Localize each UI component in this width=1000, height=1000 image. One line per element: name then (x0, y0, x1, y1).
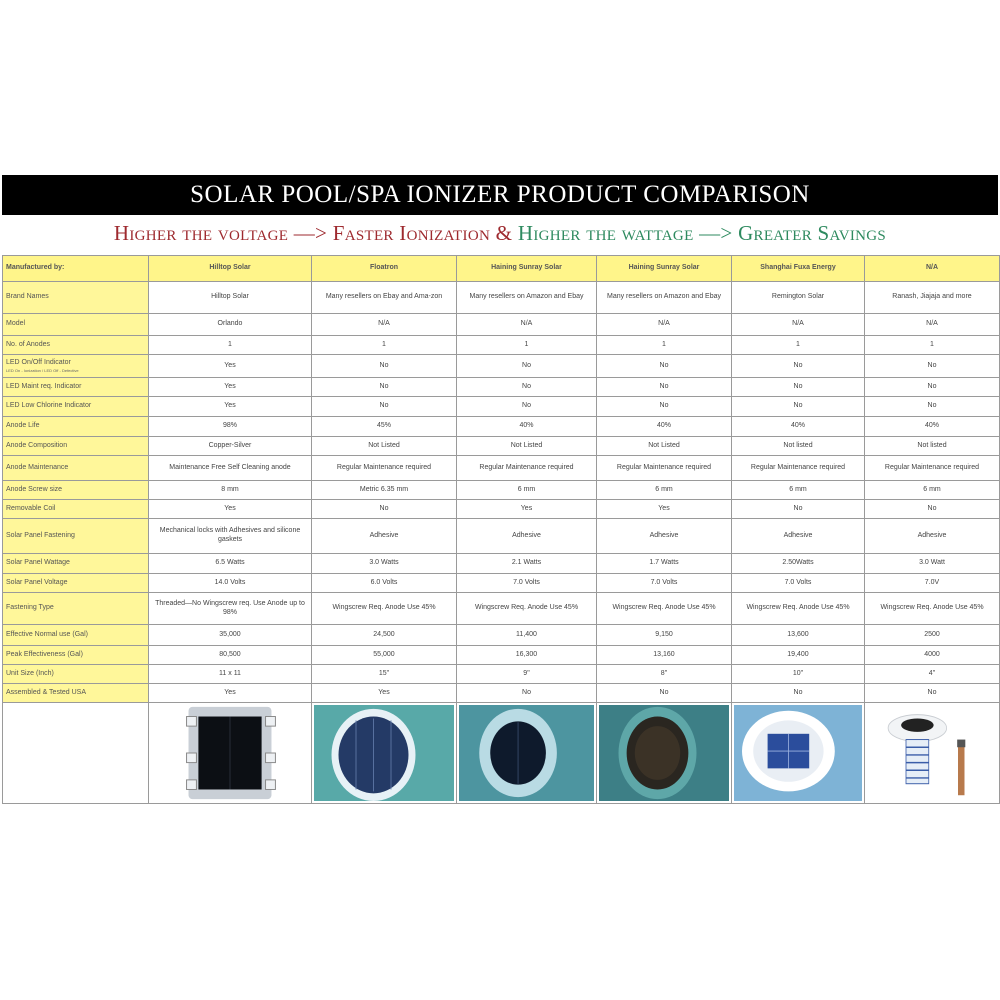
photo-cell (149, 703, 312, 804)
table-cell: 1 (149, 336, 312, 355)
table-cell: No (732, 500, 865, 519)
table-cell: No (312, 355, 457, 378)
manufacturer-cell: Hilltop Solar (149, 256, 312, 282)
row-label-text: Anode Composition (6, 441, 68, 449)
table-cell: Wingscrew Req. Anode Use 45% (312, 593, 457, 625)
table-cell: 1 (865, 336, 1000, 355)
table-cell: Adhesive (597, 519, 732, 554)
row-label-text: LED On/Off Indicator (6, 358, 71, 366)
table-row (3, 282, 1000, 314)
table-cell: 98% (149, 417, 312, 437)
table-cell: No (865, 500, 1000, 519)
table-cell: Many resellers on Amazon and Ebay (457, 282, 597, 314)
table-cell: 8 mm (149, 481, 312, 500)
row-label (3, 314, 149, 336)
table-cell: 4" (865, 665, 1000, 684)
table-cell: No (865, 355, 1000, 378)
photo-cell (865, 703, 1000, 804)
row-label-text: Brand Names (6, 293, 49, 301)
table-cell: 40% (597, 417, 732, 437)
table-cell: Regular Maintenance required (312, 456, 457, 481)
row-label-text: Peak Effectiveness (Gal) (6, 650, 83, 658)
table-cell: 13,600 (732, 625, 865, 646)
table-row (3, 554, 1000, 574)
row-label (3, 684, 149, 703)
sunray-ionizer-photo-2 (599, 705, 729, 801)
header-label: Manufactured by: (3, 256, 149, 282)
photo-cell (312, 703, 457, 804)
table-cell: 7.0 Volts (732, 574, 865, 593)
row-label-text: LED Maint req. Indicator (6, 382, 82, 390)
row-label-text: Effective Normal use (Gal) (6, 630, 88, 638)
table-cell: Wingscrew Req. Anode Use 45% (865, 593, 1000, 625)
table-cell: 40% (865, 417, 1000, 437)
table-cell: 24,500 (312, 625, 457, 646)
table-row (3, 314, 1000, 336)
table-cell: Yes (149, 684, 312, 703)
table-cell: No (732, 684, 865, 703)
table-cell: 55,000 (312, 646, 457, 665)
row-label-text: Anode Maintenance (6, 463, 69, 471)
table-cell: 3.0 Watts (312, 554, 457, 574)
table-cell: 6.0 Volts (312, 574, 457, 593)
row-label (3, 500, 149, 519)
table-cell: No (457, 684, 597, 703)
table-cell: Not listed (865, 437, 1000, 456)
table-cell: No (865, 378, 1000, 397)
table-cell: 1 (312, 336, 457, 355)
row-label (3, 397, 149, 417)
table-cell: 7.0 Volts (457, 574, 597, 593)
table-row (3, 593, 1000, 625)
table-cell: 11,400 (457, 625, 597, 646)
row-label-text: No. of Anodes (6, 340, 50, 348)
table-cell: 40% (732, 417, 865, 437)
row-label (3, 625, 149, 646)
table-cell: Copper-Silver (149, 437, 312, 456)
table-cell: Yes (597, 500, 732, 519)
table-cell: Yes (312, 684, 457, 703)
table-cell: N/A (457, 314, 597, 336)
table-row (3, 456, 1000, 481)
row-label-text: Fastening Type (6, 604, 54, 612)
table-cell: Metric 6.35 mm (312, 481, 457, 500)
fuxa-ionizer-photo (734, 705, 862, 801)
table-row (3, 500, 1000, 519)
table-row (3, 355, 1000, 378)
table-cell: No (312, 378, 457, 397)
table-cell: 45% (312, 417, 457, 437)
table-cell: No (732, 378, 865, 397)
table-row (3, 336, 1000, 355)
subtitle (0, 221, 1000, 246)
table-cell: Yes (149, 355, 312, 378)
table-cell: N/A (865, 314, 1000, 336)
row-label-text: Assembled & Tested USA (6, 688, 87, 696)
table-cell: 1.7 Watts (597, 554, 732, 574)
table-cell: No (597, 397, 732, 417)
table-cell: N/A (597, 314, 732, 336)
manufacturer-cell: Haining Sunray Solar (457, 256, 597, 282)
row-label (3, 554, 149, 574)
photo-row (3, 703, 1000, 804)
manufacturer-cell: N/A (865, 256, 1000, 282)
table-row (3, 684, 1000, 703)
table-cell: No (312, 500, 457, 519)
table-cell: 80,500 (149, 646, 312, 665)
table-cell: Many resellers on Ebay and Ama-zon (312, 282, 457, 314)
row-label (3, 282, 149, 314)
photo-row-label (3, 703, 149, 804)
row-label (3, 355, 149, 378)
table-cell: Ranash, Jiajaja and more (865, 282, 1000, 314)
table-cell: 1 (597, 336, 732, 355)
table-cell: 6 mm (457, 481, 597, 500)
table-row (3, 519, 1000, 554)
table-cell: 35,000 (149, 625, 312, 646)
subtitle-voltage: Higher the voltage —> Faster Ionization (113, 221, 491, 245)
table-cell: 15" (312, 665, 457, 684)
table-cell: 11 x 11 (149, 665, 312, 684)
table-cell: No (732, 355, 865, 378)
table-cell: Regular Maintenance required (732, 456, 865, 481)
row-label (3, 574, 149, 593)
photo-cell (457, 703, 597, 804)
table-cell: 14.0 Volts (149, 574, 312, 593)
table-cell: Wingscrew Req. Anode Use 45% (457, 593, 597, 625)
table-cell: Regular Maintenance required (457, 456, 597, 481)
table-row (3, 378, 1000, 397)
table-cell: No (865, 397, 1000, 417)
row-label (3, 593, 149, 625)
row-label-text: Anode Screw size (6, 485, 63, 493)
table-cell: Wingscrew Req. Anode Use 45% (597, 593, 732, 625)
table-row (3, 397, 1000, 417)
table-cell: Not Listed (597, 437, 732, 456)
table-cell: 7.0V (865, 574, 1000, 593)
hilltop-ionizer-photo (151, 705, 309, 801)
row-label-text: Unit Size (Inch) (6, 669, 54, 677)
table-cell: 7.0 Volts (597, 574, 732, 593)
table-cell: Orlando (149, 314, 312, 336)
table-cell: Wingscrew Req. Anode Use 45% (732, 593, 865, 625)
table-cell: 1 (457, 336, 597, 355)
table-cell: No (457, 378, 597, 397)
table-cell: Regular Maintenance required (597, 456, 732, 481)
table-cell: No (597, 355, 732, 378)
table-cell: Remington Solar (732, 282, 865, 314)
table-cell: Many resellers on Amazon and Ebay (597, 282, 732, 314)
table-cell: 6 mm (865, 481, 1000, 500)
table-cell: No (732, 397, 865, 417)
table-row (3, 665, 1000, 684)
subtitle-wattage: Higher the wattage —> Greater Savings (517, 221, 887, 245)
row-label (3, 378, 149, 397)
row-label (3, 336, 149, 355)
row-label (3, 665, 149, 684)
row-label-note: LED On - Ionization / LED Off - Defective (6, 368, 79, 374)
row-label-text: Anode Life (6, 422, 40, 430)
photo-cell (732, 703, 865, 804)
table-cell: No (597, 684, 732, 703)
table-cell: 40% (457, 417, 597, 437)
row-label (3, 456, 149, 481)
table-cell: 6.5 Watts (149, 554, 312, 574)
sunray-ionizer-photo-1 (459, 705, 594, 801)
table-cell: 10" (732, 665, 865, 684)
table-cell: 6 mm (732, 481, 865, 500)
table-cell: Not Listed (457, 437, 597, 456)
row-label-text: Solar Panel Fastening (6, 531, 75, 539)
table-cell: 1 (732, 336, 865, 355)
photo-cell (597, 703, 732, 804)
table-cell: No (865, 684, 1000, 703)
table-cell: Threaded—No Wingscrew req. Use Anode up to 98% (149, 593, 312, 625)
subtitle-ampersand: & (495, 221, 513, 245)
manufacturer-cell: Floatron (312, 256, 457, 282)
table-cell: Adhesive (732, 519, 865, 554)
table-cell: 2.50Watts (732, 554, 865, 574)
table-cell: Adhesive (865, 519, 1000, 554)
table-cell: No (597, 378, 732, 397)
comparison-table (2, 255, 1000, 804)
table-cell: 4000 (865, 646, 1000, 665)
table-cell: Not listed (732, 437, 865, 456)
table-cell: 13,160 (597, 646, 732, 665)
row-label-text: Removable Coil (6, 504, 56, 512)
table-cell: Hilltop Solar (149, 282, 312, 314)
table-cell: 19,400 (732, 646, 865, 665)
table-cell: 6 mm (597, 481, 732, 500)
table-cell: Maintenance Free Self Cleaning anode (149, 456, 312, 481)
header-row (3, 256, 1000, 282)
table-cell: N/A (732, 314, 865, 336)
table-cell: Adhesive (312, 519, 457, 554)
table-row (3, 574, 1000, 593)
table-row (3, 417, 1000, 437)
table-cell: N/A (312, 314, 457, 336)
row-label-text: LED Low Chlorine Indicator (6, 402, 92, 410)
table-cell: Yes (457, 500, 597, 519)
table-cell: 2500 (865, 625, 1000, 646)
row-label (3, 417, 149, 437)
table-cell: No (457, 397, 597, 417)
row-label-text: Solar Panel Voltage (6, 578, 68, 586)
row-label-text: Solar Panel Wattage (6, 559, 70, 567)
row-label (3, 481, 149, 500)
table-cell: Adhesive (457, 519, 597, 554)
table-cell: 3.0 Watt (865, 554, 1000, 574)
table-cell: Regular Maintenance required (865, 456, 1000, 481)
table-cell: Not Listed (312, 437, 457, 456)
table-cell: 9,150 (597, 625, 732, 646)
page-title: SOLAR POOL/SPA IONIZER PRODUCT COMPARISON (2, 175, 998, 215)
table-cell: 16,300 (457, 646, 597, 665)
floatron-ionizer-photo (314, 705, 454, 801)
manufacturer-cell: Haining Sunray Solar (597, 256, 732, 282)
table-cell: Yes (149, 378, 312, 397)
table-row (3, 646, 1000, 665)
table-row (3, 625, 1000, 646)
table-cell: No (457, 355, 597, 378)
table-cell: 2.1 Watts (457, 554, 597, 574)
table-cell: Mechanical locks with Adhesives and silicone gaskets (149, 519, 312, 554)
table-cell: Yes (149, 500, 312, 519)
manufacturer-cell: Shanghai Fuxa Energy (732, 256, 865, 282)
generic-ionizer-photo (867, 705, 997, 801)
row-label-text: Model (6, 320, 26, 328)
row-label (3, 519, 149, 554)
table-cell: 9" (457, 665, 597, 684)
row-label (3, 437, 149, 456)
table-cell: 8" (597, 665, 732, 684)
table-row (3, 437, 1000, 456)
table-cell: No (312, 397, 457, 417)
table-row (3, 481, 1000, 500)
table-cell: Yes (149, 397, 312, 417)
row-label (3, 646, 149, 665)
